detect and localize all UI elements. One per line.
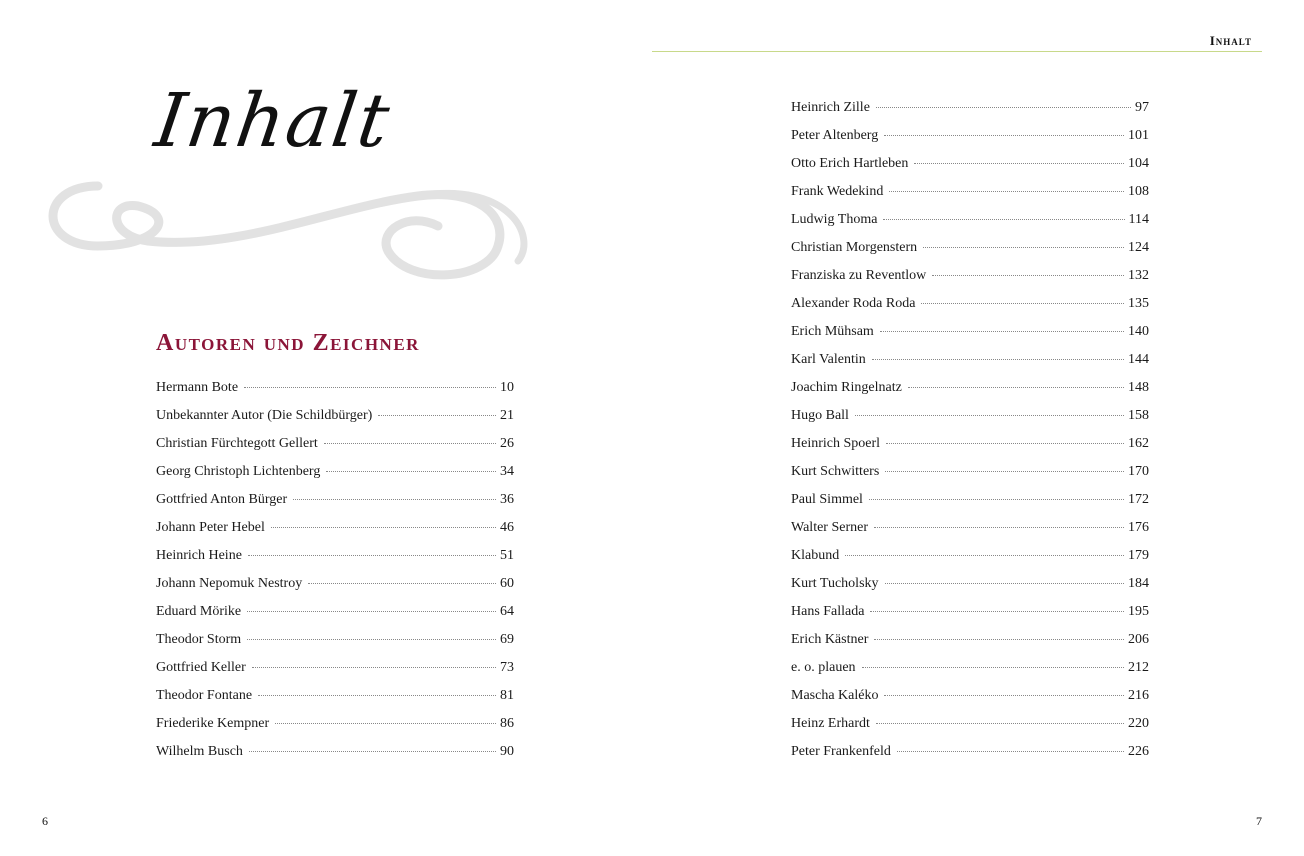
toc-entry[interactable] [791,458,1149,486]
toc-entry-page: 162 [1128,436,1149,451]
toc-entry-page: 60 [500,576,514,591]
toc-entry-name: Unbekannter Autor (Die Schildbürger) [156,408,373,423]
toc-entry-page: 176 [1128,520,1149,535]
toc-entry-name: Christian Fürchtegott Gellert [156,436,318,451]
toc-entry[interactable] [791,598,1149,626]
toc-dot-leader [324,443,496,444]
toc-entry-name: Kurt Tucholsky [791,576,879,591]
toc-entry-name: Kurt Schwitters [791,464,880,479]
toc-entry[interactable] [791,626,1149,654]
toc-dot-leader [308,583,496,584]
toc-entry-page: 51 [500,548,514,563]
toc-entry-name: Peter Frankenfeld [791,744,891,759]
toc-dot-leader [883,219,1124,220]
toc-entry-name: Theodor Fontane [156,688,253,703]
toc-entry-name: Georg Christoph Lichtenberg [156,464,321,479]
toc-dot-leader [862,667,1124,668]
toc-entry-page: 220 [1128,716,1149,731]
toc-dot-leader [874,527,1124,528]
toc-entry-name: Johann Nepomuk Nestroy [156,576,303,591]
toc-entry[interactable] [791,682,1149,710]
toc-dot-leader [258,695,496,696]
toc-entry-page: 172 [1128,492,1149,507]
toc-entry-page: 36 [500,492,514,507]
toc-entry[interactable] [156,402,514,430]
toc-entry-page: 212 [1128,660,1149,675]
toc-entry-page: 226 [1128,744,1149,759]
toc-entry-name: Heinrich Heine [156,548,242,563]
toc-entry-name: Heinrich Spoerl [791,436,881,451]
toc-entry-name: Klabund [791,548,840,563]
toc-entry[interactable] [791,290,1149,318]
toc-entry[interactable] [791,150,1149,178]
toc-entry-page: 158 [1128,408,1149,423]
toc-entry[interactable] [791,122,1149,150]
toc-dot-leader [249,751,496,752]
toc-dot-leader [378,415,496,416]
toc-entry-name: Paul Simmel [791,492,863,507]
toc-entry-page: 101 [1128,128,1149,143]
toc-entry-name: Gottfried Keller [156,660,246,675]
toc-dot-leader [874,639,1124,640]
toc-entry[interactable] [791,654,1149,682]
toc-entry-name: Ludwig Thoma [791,212,878,227]
toc-entry-page: 34 [500,464,514,479]
toc-dot-leader [326,471,496,472]
toc-entry[interactable] [156,570,514,598]
toc-entry-page: 179 [1128,548,1149,563]
toc-dot-leader [870,611,1124,612]
toc-entry-name: Alexander Roda Roda [791,296,916,311]
toc-entry[interactable] [791,178,1149,206]
toc-entry[interactable] [791,206,1149,234]
toc-dot-leader [889,191,1124,192]
toc-entry-name: Wilhelm Busch [156,744,243,759]
toc-entry[interactable] [791,570,1149,598]
toc-entry[interactable] [156,738,514,766]
toc-dot-leader [247,611,496,612]
toc-entry[interactable] [791,430,1149,458]
toc-entry-page: 114 [1128,212,1149,227]
toc-entry-page: 148 [1128,380,1149,395]
toc-dot-leader [876,107,1131,108]
toc-entry-name: Karl Valentin [791,352,866,367]
toc-entry[interactable] [791,374,1149,402]
toc-entry-name: Hans Fallada [791,604,865,619]
toc-list-left [156,374,514,766]
toc-entry-name: Hugo Ball [791,408,849,423]
toc-entry[interactable] [791,94,1149,122]
toc-dot-leader [855,415,1124,416]
toc-entry-name: Frank Wedekind [791,184,884,199]
toc-entry[interactable] [791,514,1149,542]
toc-entry-name: e. o. plauen [791,660,856,675]
toc-dot-leader [876,723,1124,724]
toc-entry-page: 195 [1128,604,1149,619]
toc-dot-leader [914,163,1124,164]
toc-dot-leader [271,527,496,528]
toc-entry-page: 184 [1128,576,1149,591]
toc-entry-name: Theodor Storm [156,632,242,647]
toc-dot-leader [869,499,1124,500]
toc-entry[interactable] [156,598,514,626]
toc-dot-leader [897,751,1124,752]
toc-entry-name: Otto Erich Hartleben [791,156,909,171]
toc-dot-leader [248,555,496,556]
toc-entry-name: Heinrich Zille [791,100,870,115]
section-heading: Autoren und Zeichner [156,330,420,356]
toc-entry[interactable] [156,710,514,738]
toc-entry-page: 170 [1128,464,1149,479]
toc-dot-leader [244,387,496,388]
toc-dot-leader [252,667,496,668]
toc-dot-leader [885,471,1124,472]
toc-entry-page: 10 [500,380,514,395]
toc-entry-name: Mascha Kaléko [791,688,879,703]
toc-entry[interactable] [156,682,514,710]
toc-entry[interactable] [156,542,514,570]
toc-entry-page: 144 [1128,352,1149,367]
toc-entry-name: Joachim Ringelnatz [791,380,902,395]
toc-entry[interactable] [156,430,514,458]
toc-list-right [791,94,1149,766]
toc-entry-page: 140 [1128,324,1149,339]
toc-entry-name: Hermann Bote [156,380,239,395]
toc-entry[interactable] [791,346,1149,374]
toc-entry[interactable] [156,374,514,402]
toc-entry-page: 90 [500,744,514,759]
toc-entry-page: 73 [500,660,514,675]
toc-entry-name: Erich Kästner [791,632,869,647]
page-number-left: 6 [42,814,48,828]
toc-dot-leader [921,303,1124,304]
toc-entry-page: 81 [500,688,514,703]
toc-entry-page: 124 [1128,240,1149,255]
toc-entry-page: 86 [500,716,514,731]
toc-entry[interactable] [791,486,1149,514]
toc-entry[interactable] [156,626,514,654]
toc-entry-page: 108 [1128,184,1149,199]
toc-dot-leader [884,135,1124,136]
toc-entry[interactable] [791,402,1149,430]
running-head-rule [652,51,1262,52]
toc-entry[interactable] [791,262,1149,290]
toc-entry-page: 26 [500,436,514,451]
toc-entry[interactable] [791,738,1149,766]
page-number-right: 7 [1256,814,1262,828]
toc-entry-name: Eduard Mörike [156,604,242,619]
toc-entry-name: Christian Morgenstern [791,240,918,255]
toc-entry[interactable] [156,654,514,682]
toc-entry-name: Walter Serner [791,520,868,535]
toc-dot-leader [275,723,496,724]
toc-entry[interactable] [791,710,1149,738]
toc-entry[interactable] [156,514,514,542]
toc-entry-name: Erich Mühsam [791,324,874,339]
toc-entry-page: 46 [500,520,514,535]
running-head: Inhalt [1209,33,1252,48]
toc-entry-page: 69 [500,632,514,647]
toc-dot-leader [880,331,1124,332]
toc-entry[interactable] [791,234,1149,262]
toc-dot-leader [908,387,1124,388]
toc-entry-name: Friederike Kempner [156,716,270,731]
toc-dot-leader [247,639,496,640]
page-title: Inhalt [149,78,397,164]
toc-entry-page: 206 [1128,632,1149,647]
toc-entry-page: 216 [1128,688,1149,703]
toc-dot-leader [884,695,1124,696]
right-page [652,0,1304,856]
toc-entry-page: 97 [1135,100,1149,115]
toc-dot-leader [845,555,1124,556]
toc-dot-leader [932,275,1124,276]
toc-entry-name: Franziska zu Reventlow [791,268,927,283]
toc-entry-name: Heinz Erhardt [791,716,870,731]
decorative-swash-icon [38,176,538,296]
toc-entry-page: 132 [1128,268,1149,283]
toc-dot-leader [923,247,1124,248]
toc-entry-name: Gottfried Anton Bürger [156,492,288,507]
toc-dot-leader [293,499,496,500]
toc-entry[interactable] [156,486,514,514]
toc-dot-leader [886,443,1124,444]
toc-entry-page: 135 [1128,296,1149,311]
toc-entry-page: 64 [500,604,514,619]
toc-dot-leader [872,359,1124,360]
toc-entry[interactable] [156,458,514,486]
toc-dot-leader [885,583,1124,584]
toc-entry-page: 104 [1128,156,1149,171]
toc-entry[interactable] [791,318,1149,346]
toc-entry[interactable] [791,542,1149,570]
toc-entry-name: Peter Altenberg [791,128,879,143]
toc-entry-page: 21 [500,408,514,423]
toc-entry-name: Johann Peter Hebel [156,520,265,535]
